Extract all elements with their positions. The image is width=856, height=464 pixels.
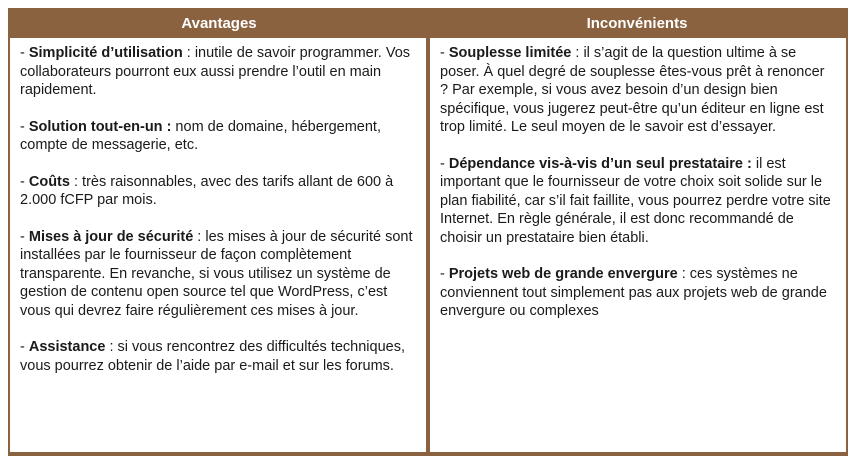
item-text: : si vous rencontrez des difficultés techniques, vous pourrez obtenir de l’aide par e-mail et sur les forums. [20,339,405,374]
bullet-dash: - [20,118,29,135]
bullet-dash: - [20,228,29,245]
disadvantage-item [440,265,836,321]
item-text: : ces systèmes ne conviennent tout simplement pas aux projets web de grande envergure ou complexes [440,266,827,319]
bullet-dash: - [20,339,29,355]
item-title: Mises à jour de sécurité [28,228,194,245]
bullet-dash: - [20,173,29,190]
bullet-dash: - [20,45,29,61]
table-header [10,10,846,36]
bullet-dash: - [440,45,449,61]
item-text: : les mises à jour de sécurité sont installées par le fournisseur de façon complètement transparente. En revanche, si vous utilisez un système de gestion de contenu open source tel que WordPress, c’est vous qui devrez faire régulièrement ces mises à jour. [20,228,413,319]
item-title: Solution tout-en-un : [28,118,172,135]
item-text: : inutile de savoir programmer. Vos collaborateurs pourront eux aussi prendre l’outil en main rapidement. [20,45,411,98]
header-advantages: Avantages [181,14,257,32]
advantages-column [10,38,426,452]
item-title: Assistance [28,339,106,355]
advantage-item [20,118,416,155]
item-text: nom de domaine, hébergement, compte de messagerie, etc. [20,118,381,153]
bullet-dash: - [440,266,449,282]
disadvantage-item [440,44,836,137]
item-title: Simplicité d’utilisation [28,45,183,61]
item-title: Coûts [28,173,70,190]
item-title: Dépendance vis-à-vis d’un seul prestataire : [448,155,752,172]
advantage-item [20,44,416,100]
item-text: il est important que le fournisseur de votre choix soit solide sur le plan fiabilité, car s’il fait faillite, vous pourrez perdre votre site Internet. En règle générale, il est donc recommandé de choisir un prestataire bien établi. [440,155,831,246]
table-body [10,38,846,452]
disadvantages-column [430,38,846,452]
item-title: Projets web de grande envergure [448,266,678,282]
advantage-item [20,228,416,321]
comparison-table [8,8,848,456]
bullet-dash: - [440,155,449,172]
item-text: : il s’agit de la question ultime à se poser. À quel degré de souplesse êtes-vous prêt à renoncer ? Par exemple, si vous avez besoin d’un design bien spécifique, vous jugerez peut-être qu’un éditeur en ligne est trop limité. Le seul moyen de le savoir est d’essayer. [440,45,825,135]
disadvantage-item [440,155,836,248]
advantage-item [20,173,416,210]
item-text: : très raisonnables, avec des tarifs allant de 600 à 2.000 fCFP par mois. [20,173,394,208]
advantage-item [20,338,416,375]
item-title: Souplesse limitée [448,45,572,61]
header-disadvantages: Inconvénients [586,14,688,32]
